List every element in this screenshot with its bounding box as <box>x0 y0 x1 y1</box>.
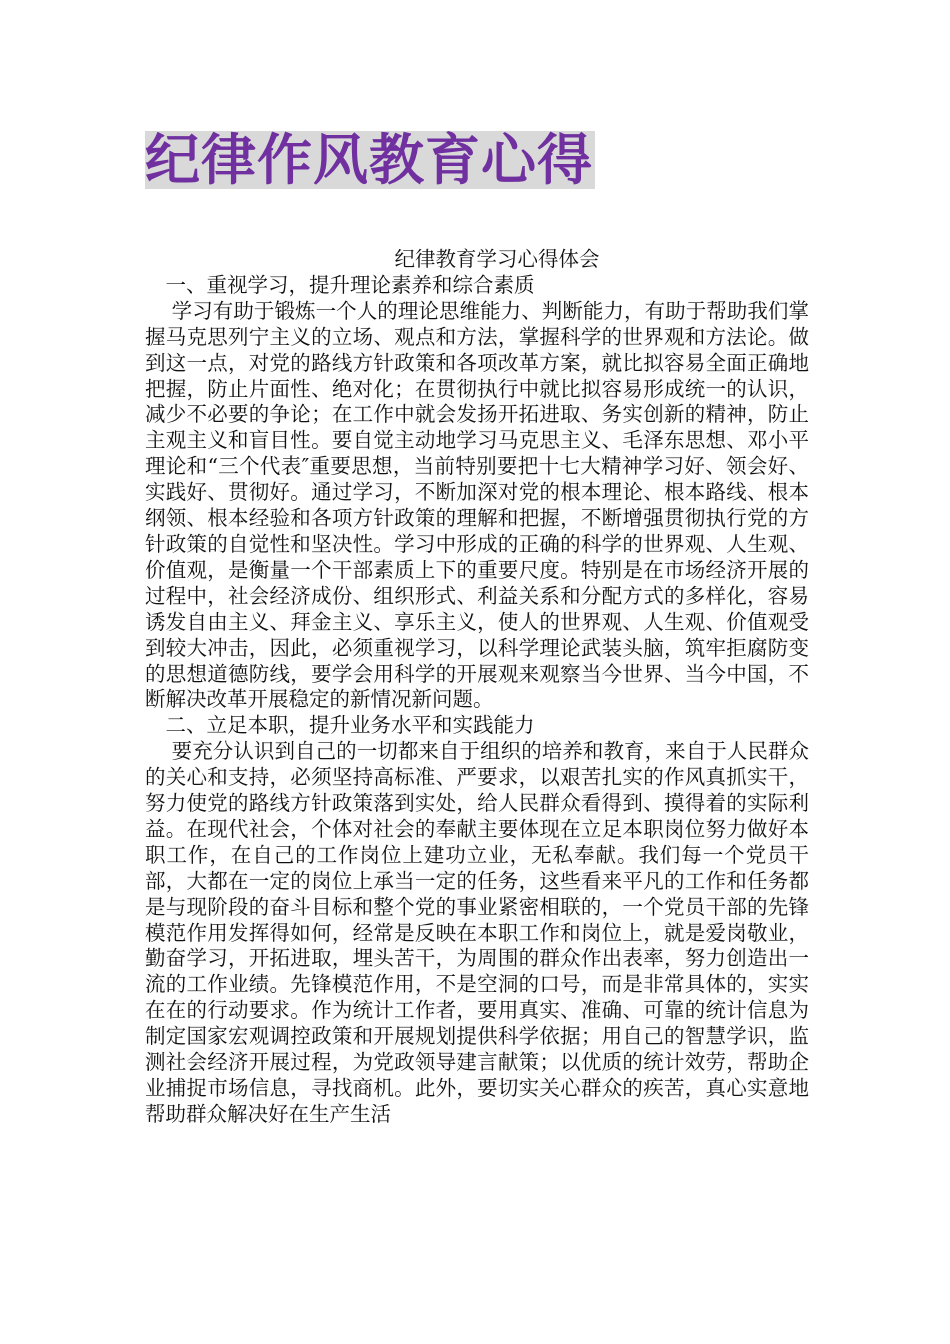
document-title: 纪律作风教育心得 <box>145 128 594 192</box>
document-subtitle: 纪律教育学习心得体会 <box>394 247 600 271</box>
document-body <box>145 247 809 1128</box>
section-paragraph-1: 学习有助于锻炼一个人的理论思维能力、判断能力，有助于帮助我们掌握马克思列宁主义的立场、观点和方法，掌握科学的世界观和方法论。做到这一点，对党的路线方针政策和各项改革方案，就比拟容易全面正确地把握，防止片面性、绝对化；在贯彻执行中就比拟容易形成统一的认识，减少不必要的争论；在工作中就会发扬开拓进取、务实创新的精神，防止主观主义和盲目性。要自觉主动地学习马克思主义、毛泽东思想、邓小平理论和“三个代表″重要思想，当前特别要把十七大精神学习好、领会好、实践好、贯彻好。通过学习，不断加深对党的根本理论、根本路线、根本纲领、根本经验和各项方针政策的理解和把握，不断增强贯彻执行党的方针政策的自觉性和坚决性。学习中形成的正确的科学的世界观、人生观、价值观，是衡量一个干部素质上下的重要尺度。特别是在市场经济开展的过程中，社会经济成份、组织形式、利益关系和分配方式的多样化，容易诱发自由主义、拜金主义、享乐主义，使人的世界观、人生观、价值观受到较大冲击，因此，必须重视学习，以科学理论武装头脑，筑牢拒腐防变的思想道德防线，要学会用科学的开展观来观察当今世界、当今中国，不断解决改革开展稳定的新情况新问题。 <box>145 298 809 712</box>
section-heading-1: 一、重视学习，提升理论素养和综合素质 <box>165 272 535 297</box>
section-heading-2: 二、立足本职，提升业务水平和实践能力 <box>165 713 535 738</box>
title-highlight <box>145 128 595 192</box>
section-paragraph-2: 要充分认识到自己的一切都来自于组织的培养和教育，来自于人民群众的关心和支持，必须坚持高标准、严要求，以艰苦扎实的作风真抓实干，努力使党的路线方针政策落到实处，给人民群众看得到、摸得着的实际利益。在现代社会，个体对社会的奉献主要体现在立足本职岗位努力做好本职工作，在自己的工作岗位上建功立业，无私奉献。我们每一个党员干部，大都在一定的岗位上承当一定的任务，这些看来平凡的工作和任务都是与现阶段的奋斗目标和整个党的事业紧密相联的，一个党员干部的先锋模范作用发挥得如何，经常是反映在本职工作和岗位上，就是爱岗敬业，勤奋学习，开拓进取，埋头苦干，为周围的群众作出表率，努力创造出一流的工作业绩。先锋模范作用，不是空洞的口号，而是非常具体的，实实在在的行动要求。作为统计工作者，要用真实、准确、可靠的统计信息为制定国家宏观调控政策和开展规划提供科学依据；用自己的智慧学识，监测社会经济开展过程，为党政领导建言献策；以优质的统计效劳，帮助企业捕捉市场信息，寻找商机。此外，要切实关心群众的疾苦，真心实意地帮助群众解决好在生产生活 <box>145 739 809 1126</box>
